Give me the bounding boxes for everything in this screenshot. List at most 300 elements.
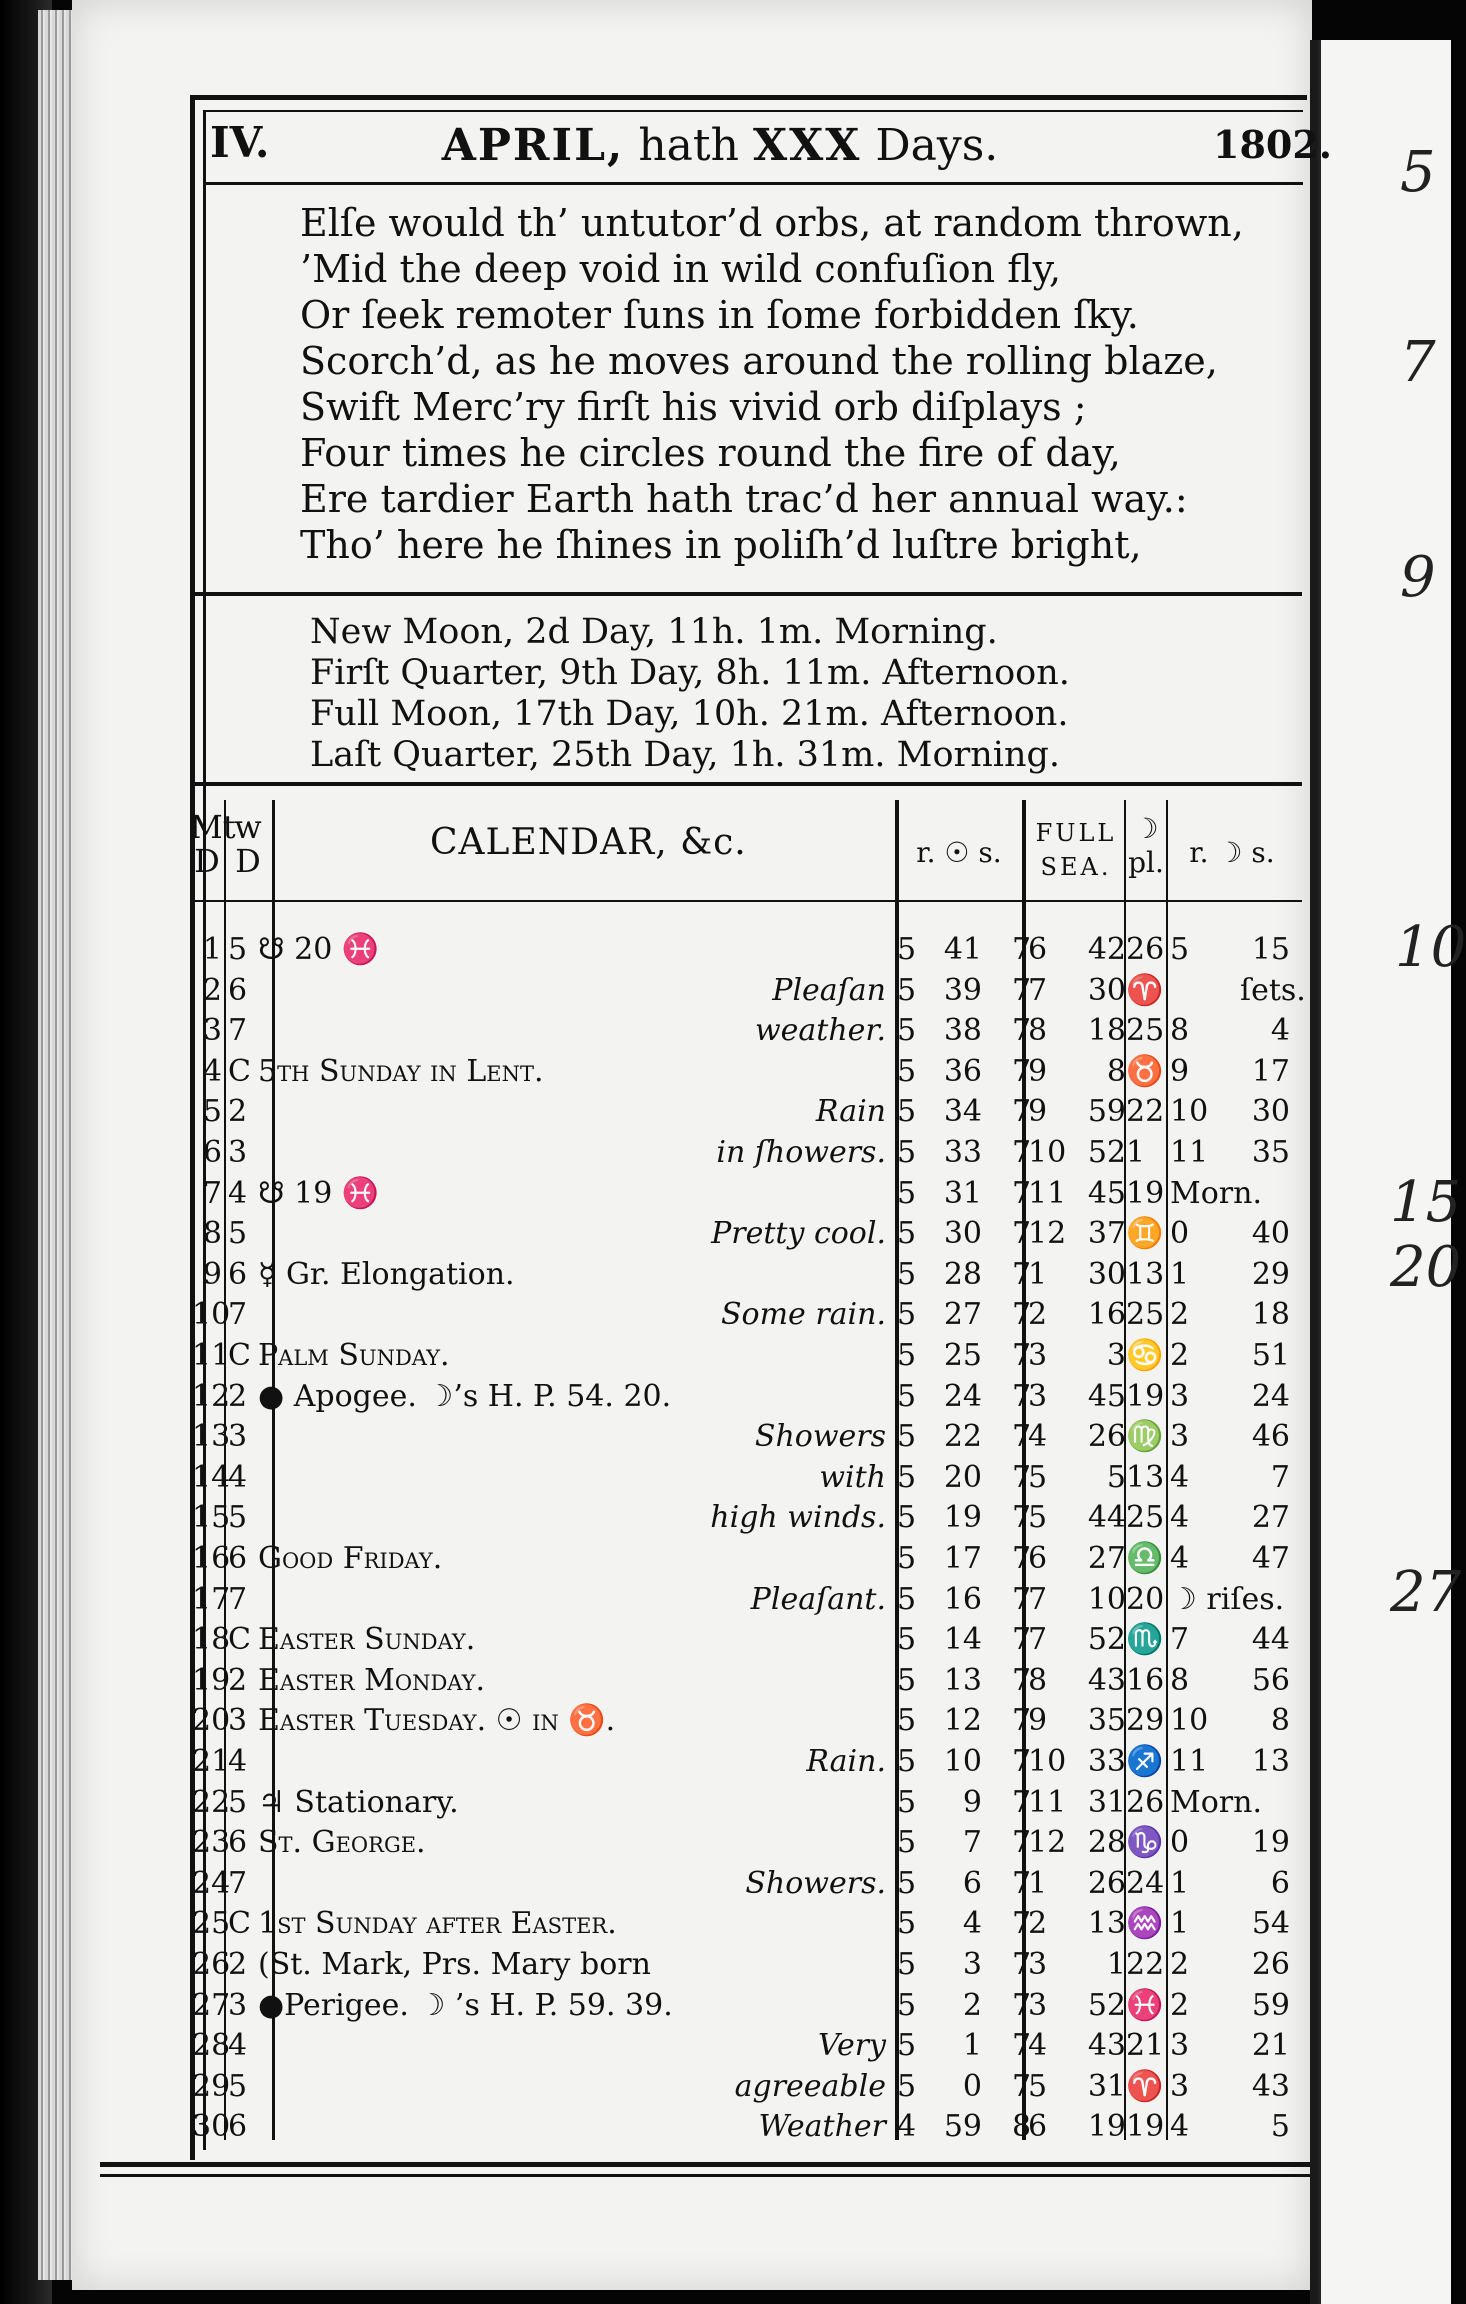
full-sea-minute: 45	[1087, 1175, 1126, 1211]
sun-set-hour: 7	[1012, 932, 1032, 967]
sun-minute: 2	[962, 1987, 982, 2023]
full-sea-hour: 6	[1028, 932, 1048, 967]
day-of-month: 12	[192, 1378, 231, 1414]
moon-hour: 5	[1170, 932, 1190, 967]
table-row	[0, 1419, 1448, 1459]
full-sea-minute: 10	[1087, 1581, 1126, 1617]
full-sea-minute: 52	[1087, 1622, 1126, 1658]
weather-note: Pretty cool.	[711, 1216, 886, 1252]
full-sea-minute: 42	[1087, 932, 1126, 967]
calendar-event: ●Perigee. ☽ ’s H. P. 59. 39.	[258, 1987, 673, 2023]
sun-minute: 41	[943, 932, 982, 967]
moon-minute: 13	[1251, 1744, 1290, 1779]
moon-place: ♎	[1126, 1541, 1164, 1576]
margin-note: 27	[1390, 1560, 1462, 1625]
weather-note: Weather	[758, 2109, 886, 2145]
full-sea-hour: 5	[1028, 1500, 1048, 1536]
year: 1802.	[1213, 122, 1332, 167]
moon-phase-line: Firſt Quarter, 9th Day, 8h. 11m. Afternoon.	[310, 653, 1070, 693]
sun-minute: 31	[943, 1175, 982, 1211]
moon-hour: 0	[1170, 1216, 1190, 1252]
day-of-week: 2	[228, 1947, 248, 1982]
moon-place: ♉	[1126, 1053, 1164, 1089]
moon-place: 26	[1126, 932, 1165, 967]
day-of-week: 7	[228, 1013, 248, 1049]
moon-minute: 18	[1251, 1297, 1290, 1333]
moon-minute: ſets.	[1240, 972, 1306, 1008]
weather-note: agreeable	[734, 2068, 886, 2104]
table-row	[0, 1176, 1448, 1216]
full-sea-hour: 3	[1028, 1338, 1048, 1373]
calendar-event: Palm Sunday.	[258, 1338, 450, 1373]
moon-minute: 43	[1251, 2068, 1290, 2104]
weather-note: with	[819, 1459, 886, 1495]
full-sea-minute: 52	[1087, 1135, 1126, 1170]
sun-hour: 5	[897, 1135, 917, 1170]
day-of-month: 17	[192, 1581, 231, 1617]
moon-place: 19	[1126, 1378, 1165, 1414]
moon-phase-line: New Moon, 2d Day, 11h. 1m. Morning.	[310, 612, 998, 652]
day-of-week: C	[228, 1906, 251, 1942]
full-sea-minute: 59	[1087, 1094, 1126, 1130]
sun-minute: 59	[943, 2109, 982, 2145]
weather-note: Very	[818, 2028, 886, 2064]
sun-hour: 5	[897, 1256, 917, 1292]
full-sea-minute: 44	[1087, 1500, 1126, 1536]
moon-minute: 8	[1270, 1703, 1290, 1739]
day-of-month: 8	[202, 1216, 222, 1252]
full-sea-hour: 8	[1028, 1013, 1048, 1049]
sun-set-hour: 7	[1012, 1500, 1032, 1536]
sun-set-hour: 7	[1012, 972, 1032, 1008]
table-row	[0, 1785, 1448, 1825]
moon-hour: 3	[1170, 1419, 1190, 1455]
full-sea-hour: 5	[1028, 2068, 1048, 2104]
moon-hour: 11	[1170, 1135, 1209, 1170]
moon-hour: 3	[1170, 1378, 1190, 1414]
full-sea-minute: 30	[1087, 972, 1126, 1008]
sun-minute: 10	[943, 1744, 982, 1779]
moon-place: 26	[1126, 1784, 1165, 1820]
table-row	[0, 1866, 1448, 1906]
full-sea-hour: 10	[1028, 1135, 1067, 1170]
moon-hour: 8	[1170, 1662, 1190, 1698]
day-of-month: 9	[202, 1256, 222, 1292]
sun-minute: 20	[943, 1459, 982, 1495]
table-row	[0, 1663, 1448, 1703]
col-header-moon: r. ☽ s.	[1189, 836, 1275, 869]
table-row	[0, 2069, 1448, 2109]
calendar-event: ☋ 19 ♓	[258, 1175, 380, 1211]
moon-place: 24	[1126, 1865, 1165, 1901]
poem	[300, 200, 1244, 568]
moon-minute: 26	[1251, 1947, 1290, 1982]
moon-minute: 54	[1251, 1906, 1290, 1942]
full-sea-minute: 18	[1087, 1013, 1126, 1049]
sun-set-hour: 7	[1012, 1297, 1032, 1333]
weather-note: Pleaſan	[772, 972, 886, 1008]
moon-minute: 47	[1251, 1541, 1290, 1576]
moon-minute: 30	[1251, 1094, 1290, 1130]
moon-hour: 4	[1170, 2109, 1190, 2145]
moon-minute: 17	[1251, 1053, 1290, 1089]
full-sea-hour: 12	[1028, 1825, 1067, 1861]
sun-minute: 0	[962, 2068, 982, 2104]
full-sea-minute: 52	[1087, 1987, 1126, 2023]
day-of-week: 4	[228, 1459, 248, 1495]
poem-line: Or ſeek remoter ſuns in ſome forbidden ſky.	[300, 293, 1139, 337]
poem-line: Elſe would th’ untutor’d orbs, at random thrown,	[300, 201, 1244, 245]
sun-hour: 5	[897, 1865, 917, 1901]
moon-place: ♓	[1126, 1987, 1164, 2023]
full-sea-minute: 43	[1087, 2028, 1126, 2064]
sun-hour: 5	[897, 1419, 917, 1455]
moon-hour: 1	[1170, 1256, 1190, 1292]
full-sea-hour: 1	[1028, 1256, 1048, 1292]
col-header-calendar: CALENDAR, &c.	[430, 822, 747, 863]
moon-hour: 9	[1170, 1053, 1190, 1089]
moon-place: 13	[1126, 1256, 1165, 1292]
sun-set-hour: 7	[1012, 1459, 1032, 1495]
full-sea-hour: 11	[1028, 1784, 1067, 1820]
sun-minute: 34	[943, 1094, 982, 1130]
moon-place: ♊	[1126, 1216, 1164, 1252]
calendar-event: 1ſt Sunday after Easter.	[258, 1906, 617, 1942]
moon-hour: 11	[1170, 1744, 1209, 1779]
moon-hour: ☽ riſes.	[1170, 1581, 1285, 1617]
sun-minute: 4	[962, 1906, 982, 1942]
sun-hour: 4	[897, 2109, 917, 2145]
margin-note: 9	[1400, 545, 1436, 610]
margin-note: 7	[1400, 330, 1436, 395]
day-of-month: 20	[192, 1703, 231, 1739]
weather-note: Showers.	[745, 1865, 886, 1901]
moon-minute: 24	[1251, 1378, 1290, 1414]
table-row	[0, 1825, 1448, 1865]
full-sea-hour: 5	[1028, 1459, 1048, 1495]
sun-hour: 5	[897, 1500, 917, 1536]
day-of-week: C	[228, 1622, 251, 1658]
day-of-month: 21	[192, 1744, 231, 1779]
moon-place: 13	[1126, 1459, 1165, 1495]
poem-line: Four times he circles round the fire of day,	[300, 431, 1121, 475]
day-of-week: 3	[228, 1987, 248, 2023]
day-of-week: 6	[228, 1256, 248, 1292]
day-of-week: 4	[228, 2028, 248, 2064]
calendar-event: Good Friday.	[258, 1541, 443, 1576]
moon-place: ♍	[1126, 1419, 1164, 1455]
moon-place: 22	[1126, 1094, 1165, 1130]
sun-set-hour: 8	[1012, 2109, 1032, 2145]
full-sea-minute: 1	[1106, 1947, 1126, 1982]
bottom-rule	[100, 2174, 1310, 2177]
day-of-month: 16	[192, 1541, 231, 1576]
day-of-month: 13	[192, 1419, 231, 1455]
sun-set-hour: 7	[1012, 1987, 1032, 2023]
calendar-event: ☿ Gr. Elongation.	[258, 1256, 515, 1292]
table-row	[0, 1988, 1448, 2028]
moon-place: 21	[1126, 2028, 1165, 2064]
sun-set-hour: 7	[1012, 1825, 1032, 1861]
moon-place: 19	[1126, 2109, 1165, 2145]
full-sea-hour: 3	[1028, 1947, 1048, 1982]
day-of-month: 30	[192, 2109, 231, 2145]
margin-note: 20	[1390, 1235, 1462, 1300]
day-of-week: 4	[228, 1175, 248, 1211]
moon-minute: 35	[1251, 1135, 1290, 1170]
col-header-moon-place: ☽ pl.	[1128, 812, 1164, 879]
moon-hour: Morn.	[1170, 1784, 1262, 1820]
sun-set-hour: 7	[1012, 1947, 1032, 1982]
sun-hour: 5	[897, 1378, 917, 1414]
full-sea-hour: 10	[1028, 1744, 1067, 1779]
moon-minute: 44	[1251, 1622, 1290, 1658]
moon-place: ♒	[1126, 1906, 1164, 1942]
moon-hour: 1	[1170, 1906, 1190, 1942]
weather-note: weather.	[754, 1013, 886, 1049]
margin-note: 10	[1395, 915, 1466, 980]
table-row	[0, 1216, 1448, 1256]
day-of-month: 22	[192, 1784, 231, 1820]
full-sea-hour: 6	[1028, 2109, 1048, 2145]
sun-hour: 5	[897, 1784, 917, 1820]
col-header-sun: r. ☉ s.	[916, 836, 1002, 869]
full-sea-minute: 13	[1087, 1906, 1126, 1942]
full-sea-minute: 27	[1087, 1541, 1126, 1576]
day-of-month: 3	[202, 1013, 222, 1049]
day-of-week: 3	[228, 1703, 248, 1739]
sun-set-hour: 7	[1012, 1419, 1032, 1455]
day-of-week: 5	[228, 1784, 248, 1820]
day-of-week: 6	[228, 1825, 248, 1861]
col-header-full-sea: FULL SEA.	[1035, 819, 1117, 881]
table-header-rule	[192, 900, 1302, 902]
full-sea-hour: 9	[1028, 1094, 1048, 1130]
full-sea-hour: 8	[1028, 1662, 1048, 1698]
sun-set-hour: 7	[1012, 1906, 1032, 1942]
day-of-week: 4	[228, 1744, 248, 1779]
full-sea-minute: 31	[1087, 1784, 1126, 1820]
sun-hour: 5	[897, 932, 917, 967]
moon-hour: 8	[1170, 1013, 1190, 1049]
sun-hour: 5	[897, 1581, 917, 1617]
day-of-week: 5	[228, 2068, 248, 2104]
full-sea-hour: 4	[1028, 2028, 1048, 2064]
day-of-week: 2	[228, 1662, 248, 1698]
sun-minute: 39	[943, 972, 982, 1008]
moon-hour: 3	[1170, 2028, 1190, 2064]
sun-set-hour: 7	[1012, 1216, 1032, 1252]
poem-line: Tho’ here he ſhines in poliſh’d luſtre bright,	[300, 523, 1142, 567]
moon-place: 22	[1126, 1947, 1165, 1982]
weather-note: in ſhowers.	[716, 1135, 886, 1170]
day-of-month: 23	[192, 1825, 231, 1861]
day-of-week: C	[228, 1053, 251, 1089]
table-row	[0, 2109, 1448, 2149]
moon-minute: 27	[1251, 1500, 1290, 1536]
full-sea-hour: 7	[1028, 1622, 1048, 1658]
moon-minute: 40	[1251, 1216, 1290, 1252]
moon-place: 20	[1126, 1581, 1165, 1617]
day-of-week: C	[228, 1338, 251, 1373]
moon-minute: 5	[1270, 2109, 1290, 2145]
day-of-month: 25	[192, 1906, 231, 1942]
sun-hour: 5	[897, 1297, 917, 1333]
full-sea-minute: 31	[1087, 2068, 1126, 2104]
calendar-event: Easter Sunday.	[258, 1622, 476, 1658]
sun-minute: 25	[943, 1338, 982, 1373]
table-row	[0, 932, 1448, 972]
sun-set-hour: 7	[1012, 1135, 1032, 1170]
moon-hour: 2	[1170, 1297, 1190, 1333]
full-sea-minute: 35	[1087, 1703, 1126, 1739]
poem-line: Swift Merc’ry firſt his vivid orb diſplays ;	[300, 385, 1087, 429]
sun-minute: 6	[962, 1865, 982, 1901]
moon-place: ♈	[1126, 972, 1164, 1008]
calendar-event: 5th Sunday in Lent.	[258, 1053, 544, 1089]
margin-note: 15	[1390, 1170, 1462, 1235]
day-of-week: 7	[228, 1865, 248, 1901]
full-sea-minute: 30	[1087, 1256, 1126, 1292]
moon-hour: 2	[1170, 1338, 1190, 1373]
full-sea-minute: 8	[1106, 1053, 1126, 1089]
sun-set-hour: 7	[1012, 1338, 1032, 1373]
moon-phase-line: Full Moon, 17th Day, 10h. 21m. Afternoon.	[310, 694, 1069, 734]
calendar-event: ● Apogee. ☽’s H. P. 54. 20.	[258, 1378, 672, 1414]
sun-minute: 38	[943, 1013, 982, 1049]
table-row	[0, 1013, 1448, 1053]
sun-minute: 9	[962, 1784, 982, 1820]
day-of-month: 26	[192, 1947, 231, 1982]
moon-hour: 7	[1170, 1622, 1190, 1658]
calendar-event: St. George.	[258, 1825, 426, 1861]
full-sea-minute: 16	[1087, 1297, 1126, 1333]
day-of-month: 6	[202, 1135, 222, 1170]
sun-hour: 5	[897, 1013, 917, 1049]
day-of-month: 18	[192, 1622, 231, 1658]
sun-hour: 5	[897, 1744, 917, 1779]
calendar-event: (St. Mark, Prs. Mary born	[258, 1947, 651, 1982]
sun-set-hour: 7	[1012, 2068, 1032, 2104]
table-row	[0, 1541, 1448, 1581]
bottom-rule	[100, 2162, 1310, 2167]
sun-hour: 5	[897, 1622, 917, 1658]
sun-set-hour: 7	[1012, 1175, 1032, 1211]
table-row	[0, 1582, 1448, 1622]
poem-line: Scorch’d, as he moves around the rolling blaze,	[300, 339, 1218, 383]
day-of-month: 27	[192, 1987, 231, 2023]
weather-note: Some rain.	[720, 1297, 886, 1333]
sun-minute: 1	[962, 2028, 982, 2064]
full-sea-hour: 1	[1028, 1865, 1048, 1901]
table-row	[0, 1460, 1448, 1500]
sun-hour: 5	[897, 1703, 917, 1739]
calendar-event: ♃ Stationary.	[258, 1784, 459, 1820]
full-sea-minute: 28	[1087, 1825, 1126, 1861]
full-sea-hour: 11	[1028, 1175, 1067, 1211]
sun-hour: 5	[897, 1541, 917, 1576]
poem-line: Ere tardier Earth hath trac’d her annual way.:	[300, 477, 1188, 521]
sun-set-hour: 7	[1012, 1094, 1032, 1130]
full-sea-minute: 19	[1087, 2109, 1126, 2145]
weather-note: Rain	[815, 1094, 886, 1130]
day-of-week: 3	[228, 1135, 248, 1170]
full-sea-minute: 37	[1087, 1216, 1126, 1252]
table-row	[0, 1622, 1448, 1662]
weather-note: high winds.	[710, 1500, 886, 1536]
page-title: APRIL, hath XXX Days.	[441, 120, 999, 171]
sun-minute: 24	[943, 1378, 982, 1414]
full-sea-minute: 3	[1106, 1338, 1126, 1373]
sun-set-hour: 7	[1012, 1013, 1032, 1049]
moon-place: ♈	[1126, 2068, 1164, 2104]
day-of-month: 28	[192, 2028, 231, 2064]
full-sea-hour: 12	[1028, 1216, 1067, 1252]
day-of-week: 6	[228, 972, 248, 1008]
moon-minute: 6	[1270, 1865, 1290, 1901]
calendar-event: ☋ 20 ♓	[258, 932, 380, 967]
moon-place: 25	[1126, 1500, 1165, 1536]
sun-set-hour: 7	[1012, 1581, 1032, 1617]
moon-place: 25	[1126, 1013, 1165, 1049]
sun-hour: 5	[897, 2028, 917, 2064]
day-of-week: 7	[228, 1297, 248, 1333]
moon-rule	[192, 782, 1302, 786]
table-row	[0, 1135, 1448, 1175]
sun-minute: 14	[943, 1622, 982, 1658]
moon-minute: 15	[1251, 932, 1290, 967]
day-of-month: 7	[202, 1175, 222, 1211]
table-row	[0, 1054, 1448, 1094]
table-row	[0, 1947, 1448, 1987]
sun-hour: 5	[897, 2068, 917, 2104]
table-row	[0, 1703, 1448, 1743]
moon-hour: 2	[1170, 1947, 1190, 1982]
day-of-month: 24	[192, 1865, 231, 1901]
day-of-month: 4	[202, 1053, 222, 1089]
sun-set-hour: 7	[1012, 1053, 1032, 1089]
moon-hour: 3	[1170, 2068, 1190, 2104]
day-of-month: 10	[192, 1297, 231, 1333]
full-sea-minute: 43	[1087, 1662, 1126, 1698]
sun-hour: 5	[897, 1662, 917, 1698]
moon-hour: Morn.	[1170, 1175, 1262, 1211]
moon-place: 19	[1126, 1175, 1165, 1211]
full-sea-minute: 33	[1087, 1744, 1126, 1779]
sun-hour: 5	[897, 1053, 917, 1089]
margin-note: 5	[1400, 140, 1436, 205]
moon-minute: 29	[1251, 1256, 1290, 1292]
full-sea-minute: 5	[1106, 1459, 1126, 1495]
moon-minute: 59	[1251, 1987, 1290, 2023]
col-header-md: Mt D	[190, 808, 236, 880]
table-row	[0, 1500, 1448, 1540]
sun-set-hour: 7	[1012, 1622, 1032, 1658]
sun-hour: 5	[897, 1094, 917, 1130]
sun-set-hour: 7	[1012, 1865, 1032, 1901]
moon-place: ♏	[1126, 1622, 1164, 1658]
moon-minute: 21	[1251, 2028, 1290, 2064]
sun-minute: 3	[962, 1947, 982, 1982]
sun-set-hour: 7	[1012, 1784, 1032, 1820]
full-sea-minute: 26	[1087, 1865, 1126, 1901]
sun-hour: 5	[897, 1175, 917, 1211]
day-of-month: 15	[192, 1500, 231, 1536]
full-sea-hour: 2	[1028, 1297, 1048, 1333]
full-sea-hour: 7	[1028, 972, 1048, 1008]
moon-hour: 2	[1170, 1987, 1190, 2023]
day-of-week: 2	[228, 1094, 248, 1130]
